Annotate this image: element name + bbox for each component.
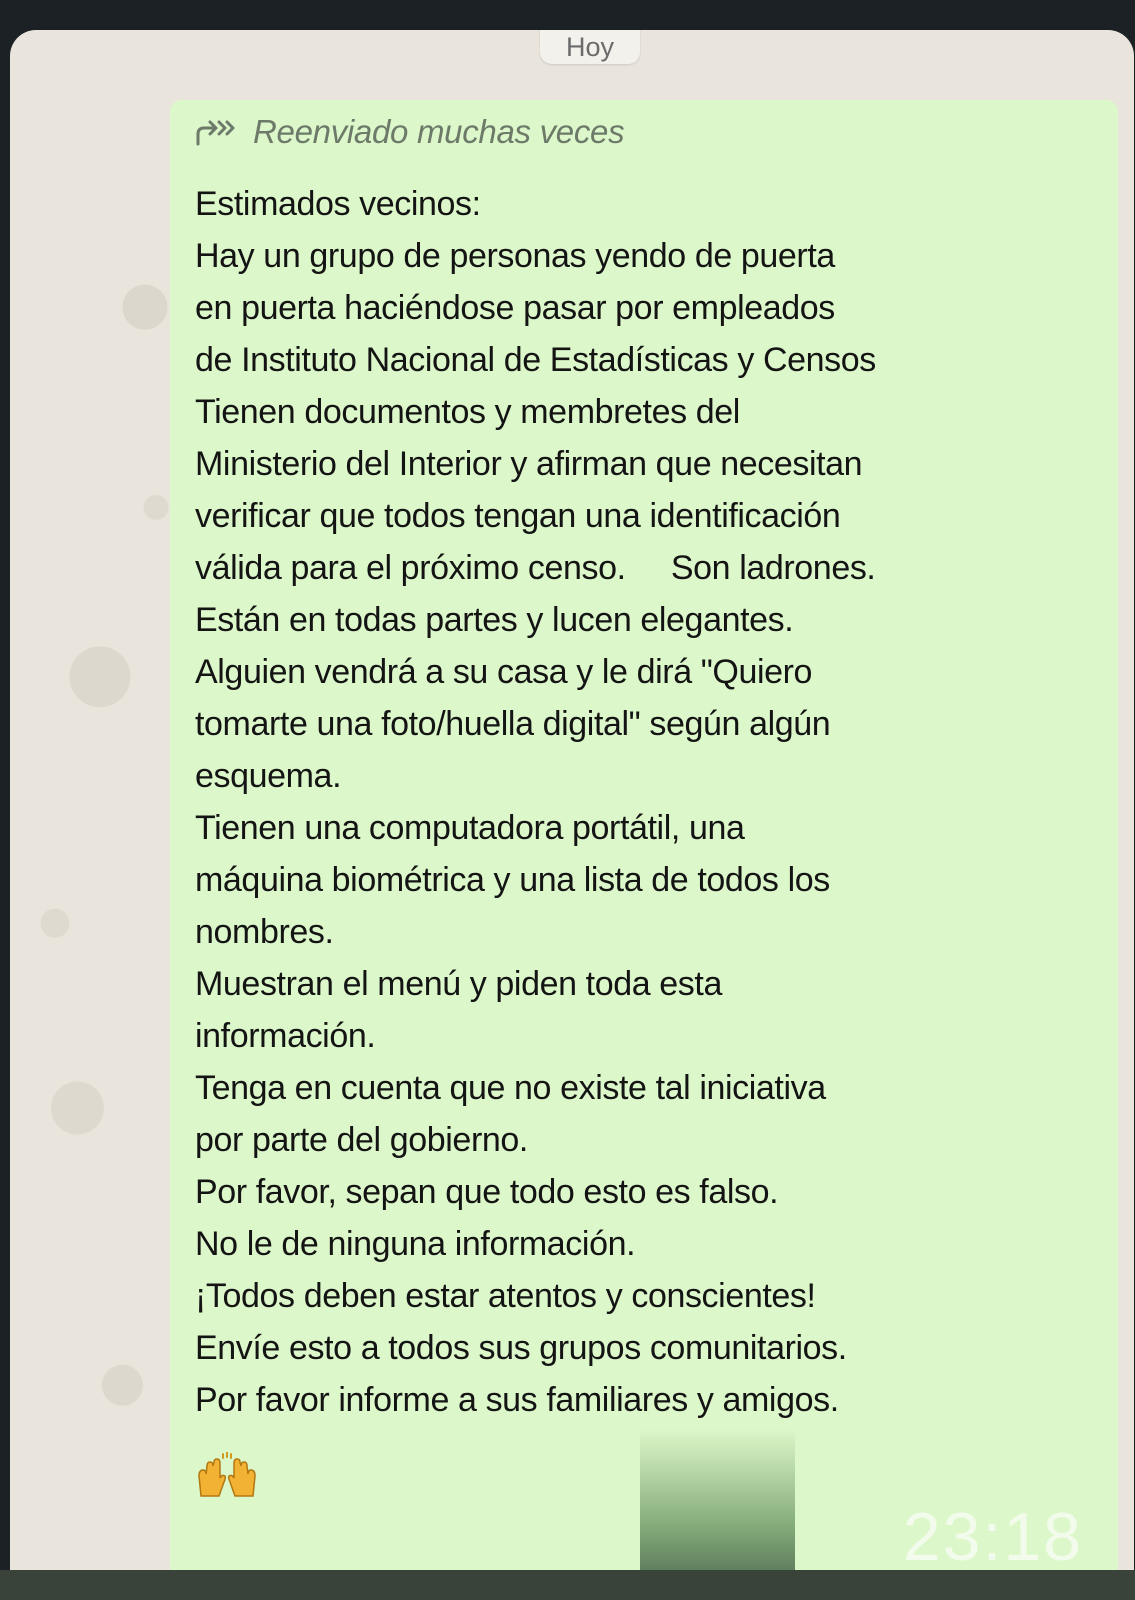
message-line: tomarte una foto/huella digital" según algún xyxy=(195,705,831,743)
raising-hands-emoji-icon xyxy=(195,1452,259,1500)
bottom-bar xyxy=(0,1570,1135,1600)
message-line: Muestran el menú y piden toda esta xyxy=(195,965,722,1003)
message-line: ¡Todos deben estar atentos y conscientes! xyxy=(195,1277,816,1315)
message-line: Envíe esto a todos sus grupos comunitarios. xyxy=(195,1329,847,1367)
message-line: esquema. xyxy=(195,757,342,795)
message-line: Estimados vecinos: xyxy=(195,185,481,223)
message-line: verificar que todos tengan una identificación xyxy=(195,497,841,535)
message-line: Por favor informe a sus familiares y amigos. xyxy=(195,1381,839,1419)
date-chip: Hoy xyxy=(540,30,640,64)
message-line: nombres. xyxy=(195,913,334,951)
message-line: Por favor, sepan que todo esto es falso. xyxy=(195,1173,779,1211)
message-text xyxy=(195,178,1105,1426)
message-line: No le de ninguna información. xyxy=(195,1225,636,1263)
chat-panel[interactable] xyxy=(10,30,1134,1570)
forwarded-many-times-icon xyxy=(195,117,237,147)
forwarded-indicator xyxy=(195,110,624,154)
message-line: información. xyxy=(195,1017,376,1055)
blurred-attachment xyxy=(640,1430,795,1570)
message-line: máquina biométrica y una lista de todos los xyxy=(195,861,830,899)
message-line: Tienen documentos y membretes del xyxy=(195,393,740,431)
message-line: válida para el próximo censo. Son ladrones. xyxy=(195,549,876,587)
message-line: de Instituto Nacional de Estadísticas y Censos xyxy=(195,341,876,379)
message-line: Hay un grupo de personas yendo de puerta xyxy=(195,237,835,275)
message-line: en puerta haciéndose pasar por empleados xyxy=(195,289,835,327)
forwarded-label: Reenviado muchas veces xyxy=(253,113,625,150)
message-timestamp: 23:18 xyxy=(902,1499,1083,1570)
message-line: por parte del gobierno. xyxy=(195,1121,528,1159)
message-line: Tienen una computadora portátil, una xyxy=(195,809,745,847)
message-line: Están en todas partes y lucen elegantes. xyxy=(195,601,794,639)
message-line: Ministerio del Interior y afirman que necesitan xyxy=(195,445,863,483)
message-bubble[interactable] xyxy=(170,100,1118,1570)
message-line: Tenga en cuenta que no existe tal iniciativa xyxy=(195,1069,826,1107)
message-line: Alguien vendrá a su casa y le dirá "Quiero xyxy=(195,653,813,691)
